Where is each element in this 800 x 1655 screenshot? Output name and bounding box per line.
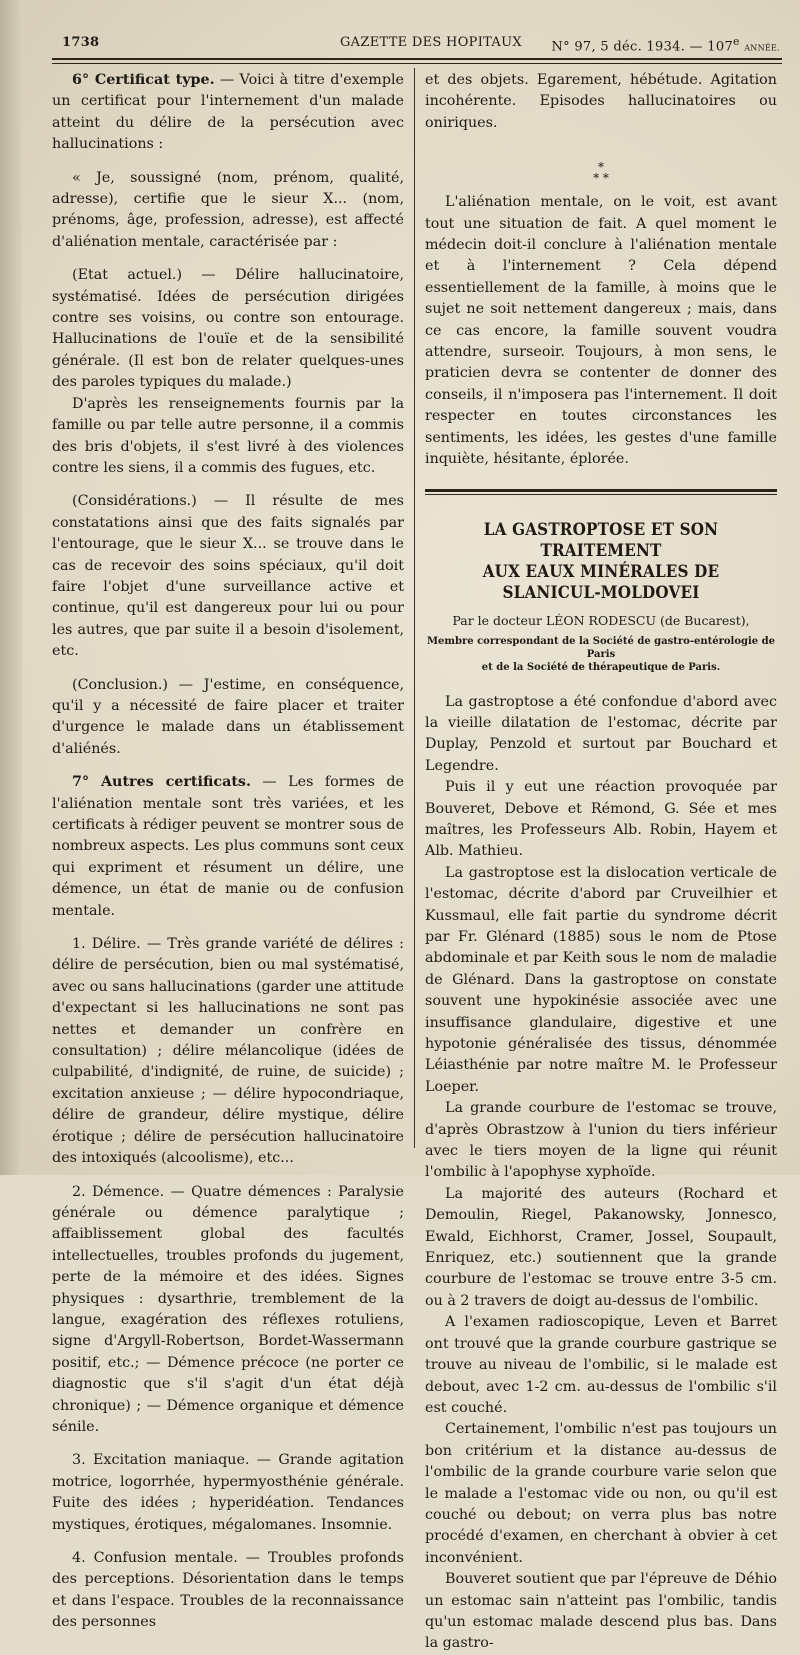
paragraph [52, 1548, 404, 1634]
article-author: Par le docteur LÉON RODESCU (de Bucarest), [452, 612, 750, 628]
paragraph-text: et des objets. Egarement, hébétude. Agitation incohérente. Episodes hallucinatoires ou oniriques. [425, 72, 777, 131]
star-bottom: * * [593, 171, 609, 186]
paragraph [425, 70, 777, 134]
paragraph [425, 1184, 777, 1312]
paragraph [52, 1450, 404, 1536]
paragraph-text: (Considérations.) — Il résulte de mes constatations ainsi que des faits signalés par l'entourage, que le sieur X... se trouve dans le cas de recevoir des soins spéciaux, qu'il doit faire l'objet d'une surveillance active et continue, qu'il est dangereux pour lui ou pour les autres, que par suite il a besoin d'isolement, etc. [52, 493, 404, 660]
paragraph [425, 1569, 777, 1655]
paragraph [425, 192, 777, 470]
article-body [425, 692, 777, 1655]
paragraph-text: 4. Confusion mentale. — Troubles profonds des perceptions. Désorientation dans le temps et dans l'espace. Troubles de la reconnaissance des personnes [52, 1550, 404, 1631]
paragraph-text: Certainement, l'ombilic n'est pas toujours un bon critérium et la distance au-dessus de l'ombilic de la grande courbure varie selon que le malade a l'estomac vide ou non, ou qu'il est couché ou debout; on verra plus bas notre procédé d'examen, en cherchant à obvier à cet inconvénient. [425, 1421, 777, 1566]
paragraph [425, 1312, 777, 1419]
paragraph [425, 692, 777, 778]
article-affiliation [425, 635, 777, 674]
section-separator-stars [425, 162, 777, 184]
right-column [425, 70, 777, 1655]
paragraph [425, 777, 777, 863]
header-rule-thin [52, 63, 782, 64]
paragraph [52, 70, 404, 156]
journal-title: GAZETTE DES HOPITAUX [340, 35, 522, 50]
paragraph-text: — Les formes de l'aliénation mentale sont très variées, et les certificats à rédiger peuvent se montrer sous de nombreux aspects. Les plus communs sont ceux qui expriment et résument un délire, une démence, un état de manie ou de confusion mentale. [52, 774, 404, 919]
paragraph-text: — Voici à titre d'exemple un certificat pour l'internement d'un malade atteint du délire de la persécution avec hallucinations : [52, 72, 404, 153]
column-divider [414, 68, 415, 1148]
paragraph-text: La gastroptose a été confondue d'abord avec la vieille dilatation de l'estomac, décrite par Duplay, Penzold et surtout par Bouchard et Legendre. [425, 693, 777, 774]
paragraph-text: Puis il y eut une réaction provoquée par Bouveret, Debove et Rémond, G. Sée et mes maîtres, les Professeurs Alb. Robin, Hayem et Alb. Mathieu. [425, 779, 777, 860]
article-rule-thin [425, 494, 777, 495]
paragraph [425, 1098, 777, 1184]
paragraph-text: A l'examen radioscopique, Leven et Barret ont trouvé que la grande courbure gastrique se trouve au niveau de l'ombilic, si le malade est debout, avec 1-2 cm. au-dessus de l'ombilic s'il est couché. [425, 1314, 777, 1416]
article-title-line-1: LA GASTROPTOSE ET SON TRAITEMENT [483, 519, 719, 560]
paragraph-text: Bouveret soutient que par l'épreuve de Déhio un estomac sain n'atteint pas l'ombilic, tandis qu'un estomac malade descend plus bas. Dans la gastro- [425, 1571, 777, 1652]
paragraph-text: (Conclusion.) — J'estime, en conséquence, qu'il y a nécessité de faire placer et traiter d'urgence le malade dans un établissement d'aliénés. [52, 676, 404, 757]
paragraph [425, 1419, 777, 1569]
left-column [52, 70, 404, 1646]
page-number: 1738 [62, 35, 100, 50]
star-top: * [598, 160, 604, 175]
paragraph [52, 675, 404, 761]
issue-info: N° 97, 5 déc. 1934. — 107e ANNÉE. [551, 35, 780, 55]
paragraph [52, 934, 404, 1169]
running-header [62, 35, 790, 55]
paragraph-text: 1. Délire. — Très grande variété de délires : délire de persécution, bien ou mal systématisé, avec ou sans hallucinations (garder une attitude d'expectant si les hallucinations ne sont pas nettes et demander un confrère en consultation) ; délire mélancolique (idées de culpabilité, d'indignité, de ruine, de suicide) ; excitation anxieuse ; — délire hypocondriaque, délire de grandeur, délire mystique, délire érotique ; délire de persécution hallucinatoire des intoxiqués (alcoolisme), etc... [52, 936, 404, 1167]
paragraph-text: (Etat actuel.) — Délire hallucinatoire, systématisé. Idées de persécution dirigées contre ses voisins, ou contre son entourage. Hallucinations de l'ouïe et de la sensibilité générale. (Il est bon de relater quelques-unes des paroles typiques du malade.) [52, 267, 404, 391]
paragraph-text: « Je, soussigné (nom, prénom, qualité, adresse), certifie que le sieur X... (nom, prénoms, âge, profession, adresse), est affecté d'aliénation mentale, caractérisée par : [52, 169, 404, 250]
paragraph [52, 491, 404, 662]
closing-section [425, 192, 777, 470]
affiliation-line-2: et de la Société de thérapeutique de Paris. [481, 661, 721, 673]
paragraph-lead: 6° Certificat type. [72, 72, 215, 88]
paragraph [52, 1182, 404, 1439]
article-title [439, 519, 763, 603]
header-rule [52, 58, 782, 60]
paragraph-text: D'après les renseignements fournis par la famille ou par telle autre personne, il a commis des bris d'objets, il s'est livré à des violences contre les siens, il a commis des fugues, etc. [52, 395, 404, 476]
paragraph-text: La majorité des auteurs (Rochard et Demoulin, Riegel, Pakanowsky, Jonnesco, Ewald, Eichhorst, Cramer, Jossel, Soupault, Enriquez, etc.) soutiennent que la grande courbure de l'estomac se trouve entre 3-5 cm. ou à 2 travers de doigt au-dessus de l'ombilic. [425, 1185, 777, 1309]
paragraph-text: 2. Démence. — Quatre démences : Paralysie générale ou démence paralytique ; affaiblissement global des facultés intellectuelles, troubles profonds du jugement, perte de la mémoire et des idées. Signes physiques : dysarthrie, tremblement de la langue, exagération des réflexes rotuliens, signe d'Argyll-Robertson, Bordet-Wassermann positif, etc.; — Démence précoce (ne porter ce diagnostic que s'il s'agit d'un état déjà chronique) ; — Démence organique et démence sénile. [52, 1183, 404, 1435]
article-title-line-2: AUX EAUX MINÉRALES DE SLANICUL-MOLDOVEI [482, 561, 720, 602]
paragraph-text: 3. Excitation maniaque. — Grande agitation motrice, logorrhée, hypermyosthénie générale. Fuite des idées ; hyperidéation. Tendances mystiques, érotiques, mégalomanes. Insomnie. [52, 1452, 404, 1533]
affiliation-line-1: Membre correspondant de la Société de gastro-entérologie de Paris [426, 635, 776, 660]
article-rule-thick [425, 489, 777, 492]
paragraph [52, 168, 404, 254]
paragraph-text: La grande courbure de l'estomac se trouve, d'après Obrastzow à l'union du tiers inférieur avec le tiers moyen de la ligne qui réunit l'ombilic à l'apophyse xyphoïde. [425, 1100, 777, 1181]
paragraph [52, 772, 404, 922]
paragraph-text: La gastroptose est la dislocation verticale de l'estomac, décrite d'abord par Cruveilhier et Kussmaul, elle fait partie du syndrome décrit par Fr. Glénard (1885) sous le nom de Ptose abdominale et par Keith sous le nom de maladie de Glénard. Dans la gastroptose on constate souvent une hypokinésie associée avec une insuffisance glandulaire, digestive et une hypotonie généralisée des tissus, dénommée Léiasthénie par notre maître M. le Professeur Loeper. [425, 864, 777, 1095]
paragraph [52, 265, 404, 393]
paragraph [425, 863, 777, 1098]
paragraph-text: L'aliénation mentale, on le voit, est avant tout une situation de fait. A quel moment le médecin doit-il conclure à l'aliénation mentale et à l'internement ? Cela dépend essentiellement de la famille, à moins que le sujet ne soit nettement dangereux ; mais, dans ce cas encore, la famille souvent voudra attendre, surseoir. Toujours, à mon sens, le praticien devra se contenter de donner des conseils, il n'imposera pas l'internement. Il doit respecter en toutes circonstances les sentiments, les idées, les gestes d'une famille inquiète, hésitante, éplorée. [425, 194, 777, 468]
paragraph [52, 394, 404, 480]
continued-text [425, 70, 777, 134]
paragraph-lead: 7° Autres certificats. [72, 774, 251, 791]
